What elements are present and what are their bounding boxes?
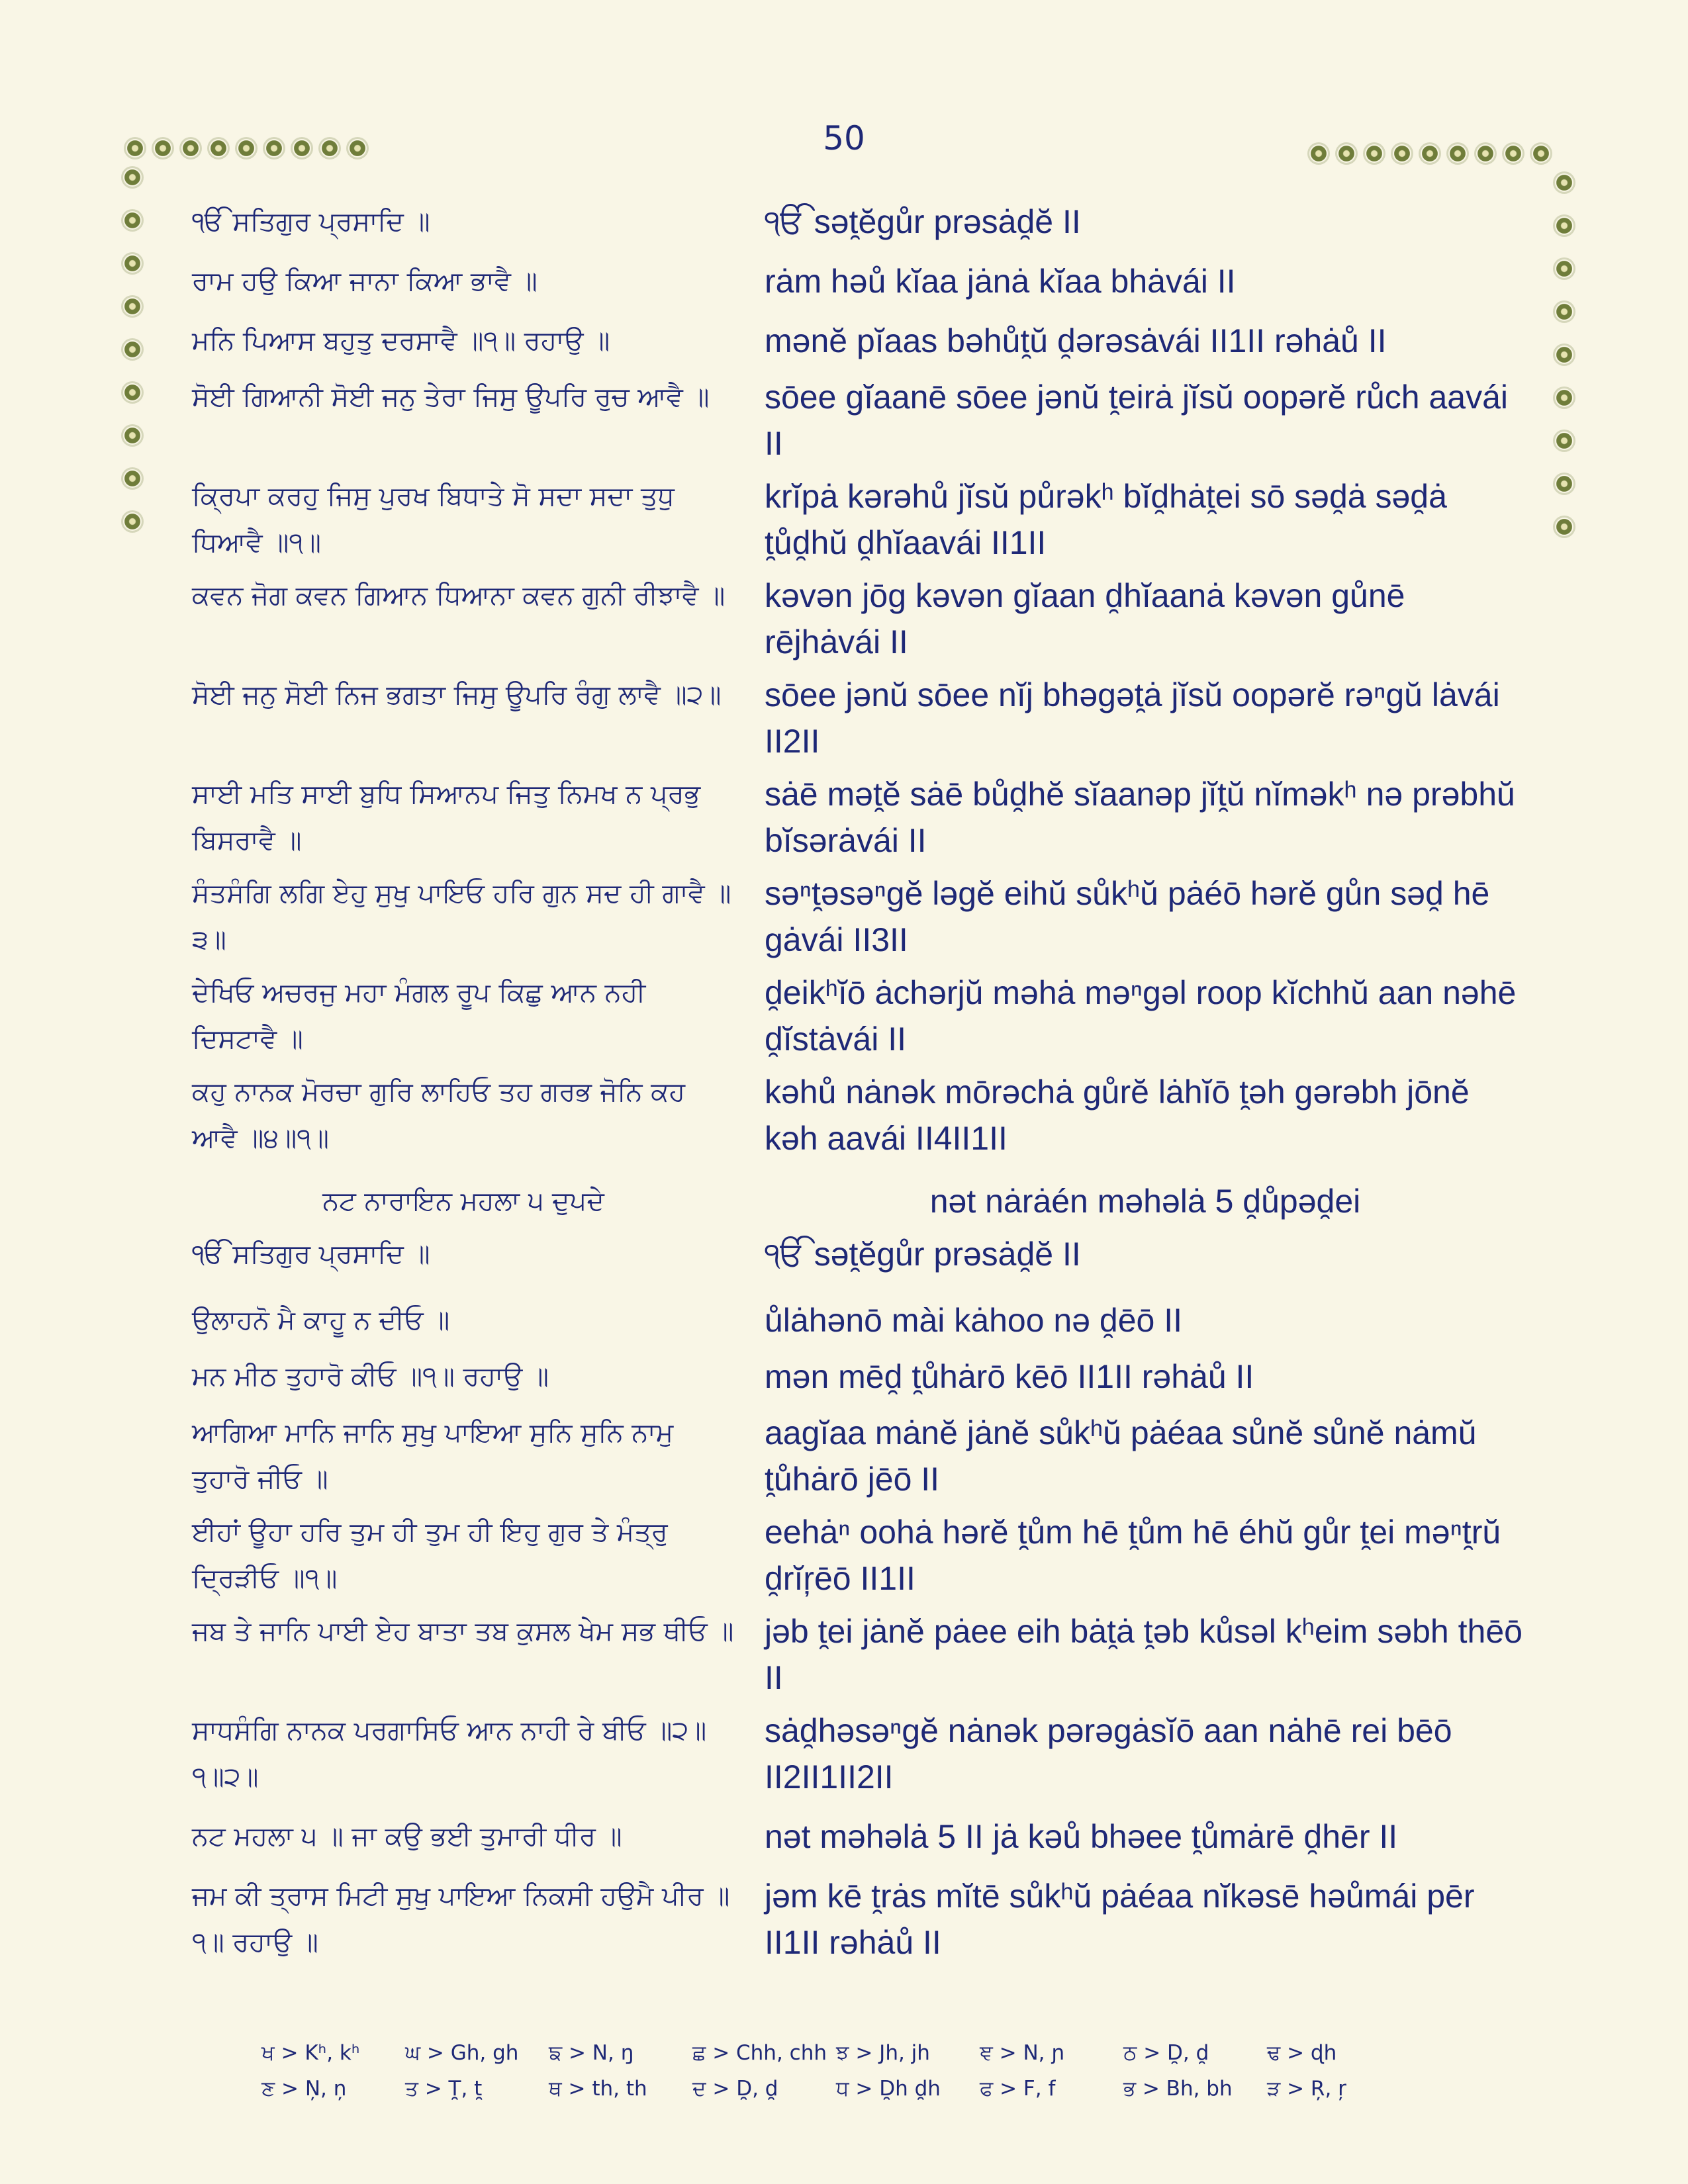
flower-ornament-icon	[1555, 388, 1573, 407]
legend-entry: ਠ > D̯, d̯	[1123, 2041, 1209, 2065]
transliteration-text: sȧd̯həsəⁿgĕ nȧnək pərəgȧsĭō aan nȧhē rei bēō II2II1II2II	[765, 1712, 1452, 1796]
gurmukhi-text: ੴ ਸਤਿਗੁਰ ਪ੍ਰਸਾਦਿ ॥	[192, 206, 430, 237]
flower-ornament-icon	[123, 254, 142, 273]
transliteration-text: mənĕ pĭaas bəhůt̯ŭ d̯ərəsȧvái II1II rəhȧů II	[765, 322, 1387, 359]
legend-entry: ਞ > N, ɲ	[980, 2041, 1065, 2065]
flower-ornament-icon	[1555, 173, 1573, 192]
legend-entry: ਦ > D̯, d̯	[692, 2077, 778, 2101]
transliteration-text: ੴ sət̯ĕgůr prəsȧd̯ĕ II	[765, 1236, 1081, 1273]
flower-ornament-icon	[1555, 432, 1573, 450]
transliteration-text: jəb t̯ei jȧnĕ pȧee eih bȧt̯ȧ t̯əb kůsəl kʰeim səbh thēō II	[765, 1613, 1523, 1696]
gurmukhi-text: ਸੋਈ ਗਿਆਨੀ ਸੋਈ ਜਨੁ ਤੇਰਾ ਜਿਸੁ ਊਪਰਿ ਰੁਚ ਆਵੈ ॥	[192, 382, 710, 412]
legend-entry: ਥ > th, th	[549, 2077, 647, 2101]
transliteration-text: krĭpȧ kərəhů jĭsŭ půrəkʰ bĭd̯hȧt̯ei sō səd̯ȧ səd̯ȧ t̯ůd̯hŭ d̯hĭaavái II1II	[765, 478, 1447, 561]
transliteration-text: rȧm həů kĭaa jȧnȧ kĭaa bhȧvái II	[765, 263, 1236, 300]
flower-ornament-icon	[1555, 345, 1573, 364]
transliteration-text: sōee jənŭ sōee nĭj bhəgət̯ȧ jĭsŭ oopərĕ rəⁿgŭ lȧvái II2II	[765, 676, 1500, 760]
legend-entry: ਛ > Chh, chh	[692, 2041, 827, 2065]
page-number: 50	[823, 119, 865, 158]
flower-ornament-icon	[123, 469, 142, 488]
transliteration-text: kəhů nȧnək mōrəchȧ gůrĕ lȧhĭō t̯əh gərəbh jōnĕ kəh aavái II4II1II	[765, 1073, 1470, 1157]
legend-entry: ਫ > F, f	[980, 2077, 1056, 2101]
legend-entry: ਤ > T̯, t̯	[405, 2077, 483, 2101]
gurmukhi-text: ਕਹੁ ਨਾਨਕ ਮੋਰਚਾ ਗੁਰਿ ਲਾਹਿਓ ਤਹ ਗਰਭ ਜੋਨਿ ਕਹ ਆਵੈ ॥੪॥੧॥	[192, 1077, 686, 1154]
flower-ornament-icon	[123, 211, 142, 230]
gurmukhi-text: ਮਨ ਮੀਠ ਤੁਹਾਰੋ ਕੀਓ ॥੧॥ ਰਹਾਉ ॥	[192, 1361, 549, 1392]
legend-row	[261, 2035, 1453, 2071]
flower-ornament-icon	[1555, 259, 1573, 278]
transliteration-text: nət nȧrȧén məhəlȧ 5 d̯ůpəd̯ei	[929, 1183, 1361, 1220]
flower-ornament-icon	[123, 512, 142, 531]
transliteration-legend	[261, 2035, 1453, 2107]
legend-entry: ਢ > ɖh	[1267, 2041, 1337, 2065]
gurmukhi-text: ਰਾਮ ਹਉ ਕਿਆ ਜਾਨਾ ਕਿਆ ਭਾਵੈ ॥	[192, 266, 538, 296]
gurmukhi-text: ਈਹਾਂ ਊਹਾ ਹਰਿ ਤੁਮ ਹੀ ਤੁਮ ਹੀ ਇਹੁ ਗੁਰ ਤੇ ਮੰਤ੍ਰੁ ਦ੍ਰਿੜੀਓ ॥੧॥	[192, 1517, 668, 1594]
gurmukhi-text: ਦੇਖਿਓ ਅਚਰਜੁ ਮਹਾ ਮੰਗਲ ਰੂਪ ਕਿਛੁ ਆਨ ਨਹੀ ਦਿਸਟਾਵੈ ॥	[192, 978, 646, 1054]
legend-entry: ਭ > Bh, bh	[1123, 2077, 1233, 2101]
transliteration-text: sȧē mət̯ĕ sȧē bůd̯hĕ sĭaanəp jĭt̯ŭ nĭməkʰ nə prəbhŭ bĭsərȧvái II	[765, 776, 1515, 859]
legend-entry: ਝ > Jh, jh	[836, 2041, 930, 2065]
transliteration-text: mən mēd̯ t̯ůhȧrō kēō II1II rəhȧů II	[765, 1358, 1254, 1395]
legend-entry: ਣ > N̦, ņ	[261, 2077, 347, 2101]
flower-ornament-icon	[123, 297, 142, 316]
flower-ornament-icon	[1555, 518, 1573, 536]
transliteration-text: aagĭaa mȧnĕ jȧnĕ sůkʰŭ pȧéaa sůnĕ sůnĕ nȧmŭ t̯ůhȧrō jēō II	[765, 1414, 1477, 1498]
legend-entry: ੜ > Ŗ, ŗ	[1267, 2077, 1346, 2101]
gurmukhi-text: ਮਨਿ ਪਿਆਸ ਬਹੁਤੁ ਦਰਸਾਵੈ ॥੧॥ ਰਹਾਉ ॥	[192, 326, 610, 356]
transliteration-text: nət məhəlȧ 5 II jȧ kəů bhəee t̯ůmȧrē d̯hēr II	[765, 1818, 1398, 1855]
gurmukhi-text: ਨਟ ਮਹਲਾ ੫ ॥ ਜਾ ਕਉ ਭਈ ਤੁਮਾਰੀ ਧੀਰ ॥	[192, 1821, 622, 1852]
gurmukhi-text: ਉਲਾਹਨੋ ਮੈ ਕਾਹੂ ਨ ਦੀਓ ॥	[192, 1305, 450, 1336]
gurmukhi-text: ਸੋਈ ਜਨੁ ਸੋਈ ਨਿਜ ਭਗਤਾ ਜਿਸੁ ਊਪਰਿ ਰੰਗੁ ਲਾਵੈ ॥੨॥	[192, 680, 722, 710]
gurmukhi-text: ਸਾਧਸੰਗਿ ਨਾਨਕ ਪਰਗਾਸਿਓ ਆਨ ਨਾਹੀ ਰੇ ਬੀਓ ॥੨॥੧॥੨॥	[192, 1715, 707, 1792]
transliteration-text: ੴ sət̯ĕgůr prəsȧd̯ĕ II	[765, 203, 1081, 240]
gurmukhi-text: ਸਾਈ ਮਤਿ ਸਾਈ ਬੁਧਿ ਸਿਆਨਪ ਜਿਤੁ ਨਿਮਖ ਨ ਪ੍ਰਭੁ ਬਿਸਰਾਵੈ ॥	[192, 779, 701, 856]
legend-entry: ਙ > N, ŋ	[549, 2041, 634, 2065]
flower-ornament-icon	[123, 168, 142, 187]
transliteration-text: kəvən jōg kəvən gĭaan d̯hĭaanȧ kəvən gůnē rējhȧvái II	[765, 577, 1405, 660]
gurmukhi-text: ਕ੍ਰਿਪਾ ਕਰਹੁ ਜਿਸੁ ਪੁਰਖ ਬਿਧਾਤੇ ਸੋ ਸਦਾ ਸਦਾ ਤੁਧੁ ਧਿਆਵੈ ॥੧॥	[192, 481, 675, 558]
flower-ornament-icon	[123, 383, 142, 402]
flower-ornament-icon	[123, 426, 142, 445]
transliteration-text: sōee gĭaanē sōee jənŭ t̯eirȧ jĭsŭ oopərĕ růch aavái II	[765, 379, 1508, 462]
transliteration-text: eehȧⁿ oohȧ hərĕ t̯ům hē t̯ům hē éhŭ gůr t̯ei məⁿt̯rŭ d̯rĭŗēō II1II	[765, 1514, 1501, 1597]
legend-entry: ਘ > Gh, gh	[405, 2041, 519, 2065]
legend-entry: ਧ > D̯h d̯h	[836, 2077, 941, 2101]
gurmukhi-text: ੴ ਸਤਿਗੁਰ ਪ੍ਰਸਾਦਿ ॥	[192, 1239, 430, 1269]
gurmukhi-text: ਨਟ ਨਾਰਾਇਨ ਮਹਲਾ ੫ ਦੁਪਦੇ	[322, 1186, 604, 1216]
flower-ornament-icon	[123, 340, 142, 359]
legend-entry: ਖ > Kʰ, kʰ	[261, 2041, 360, 2065]
legend-row	[261, 2071, 1453, 2107]
flower-ornament-icon	[1555, 302, 1573, 321]
flower-ornament-icon	[1555, 216, 1573, 235]
gurmukhi-text: ਕਵਨ ਜੋਗ ਕਵਨ ਗਿਆਨ ਧਿਆਨਾ ਕਵਨ ਗੁਨੀ ਰੀਝਾਵੈ ॥	[192, 580, 726, 611]
transliteration-text: səⁿt̯əsəⁿgĕ ləgĕ eihŭ sůkʰŭ pȧéō hərĕ gůn səd̯ hē gȧvái II3II	[765, 875, 1490, 958]
transliteration-text: d̯eikʰĭō ȧchərjŭ məhȧ məⁿgəl roop kĭchhŭ aan nəhē d̯ĭstȧvái II	[765, 974, 1517, 1058]
gurmukhi-text: ਆਗਿਆ ਮਾਨਿ ਜਾਨਿ ਸੁਖੁ ਪਾਇਆ ਸੁਨਿ ਸੁਨਿ ਨਾਮੁ ਤੁਹਾਰੋ ਜੀਓ ॥	[192, 1418, 674, 1494]
gurmukhi-text: ਜਮ ਕੀ ਤ੍ਰਾਸ ਮਿਟੀ ਸੁਖੁ ਪਾਇਆ ਨਿਕਸੀ ਹਉਮੈ ਪੀਰ ॥੧॥ ਰਹਾਉ ॥	[192, 1881, 730, 1958]
flower-ornament-icon	[1555, 475, 1573, 493]
gurmukhi-text: ਜਬ ਤੇ ਜਾਨਿ ਪਾਈ ਏਹ ਬਾਤਾ ਤਬ ਕੁਸਲ ਖੇਮ ਸਭ ਥੀਓ ॥	[192, 1616, 734, 1647]
gurmukhi-text: ਸੰਤਸੰਗਿ ਲਗਿ ਏਹੁ ਸੁਖੁ ਪਾਇਓ ਹਰਿ ਗੁਨ ਸਦ ਹੀ ਗਾਵੈ ॥੩॥	[192, 878, 731, 955]
transliteration-text: jəm kē t̯rȧs mĭtē sůkʰŭ pȧéaa nĭkəsē həůmái pēr II1II rəhȧů II	[765, 1878, 1475, 1961]
transliteration-text: ůlȧhənō mài kȧhoo nə d̯ēō II	[765, 1302, 1183, 1339]
